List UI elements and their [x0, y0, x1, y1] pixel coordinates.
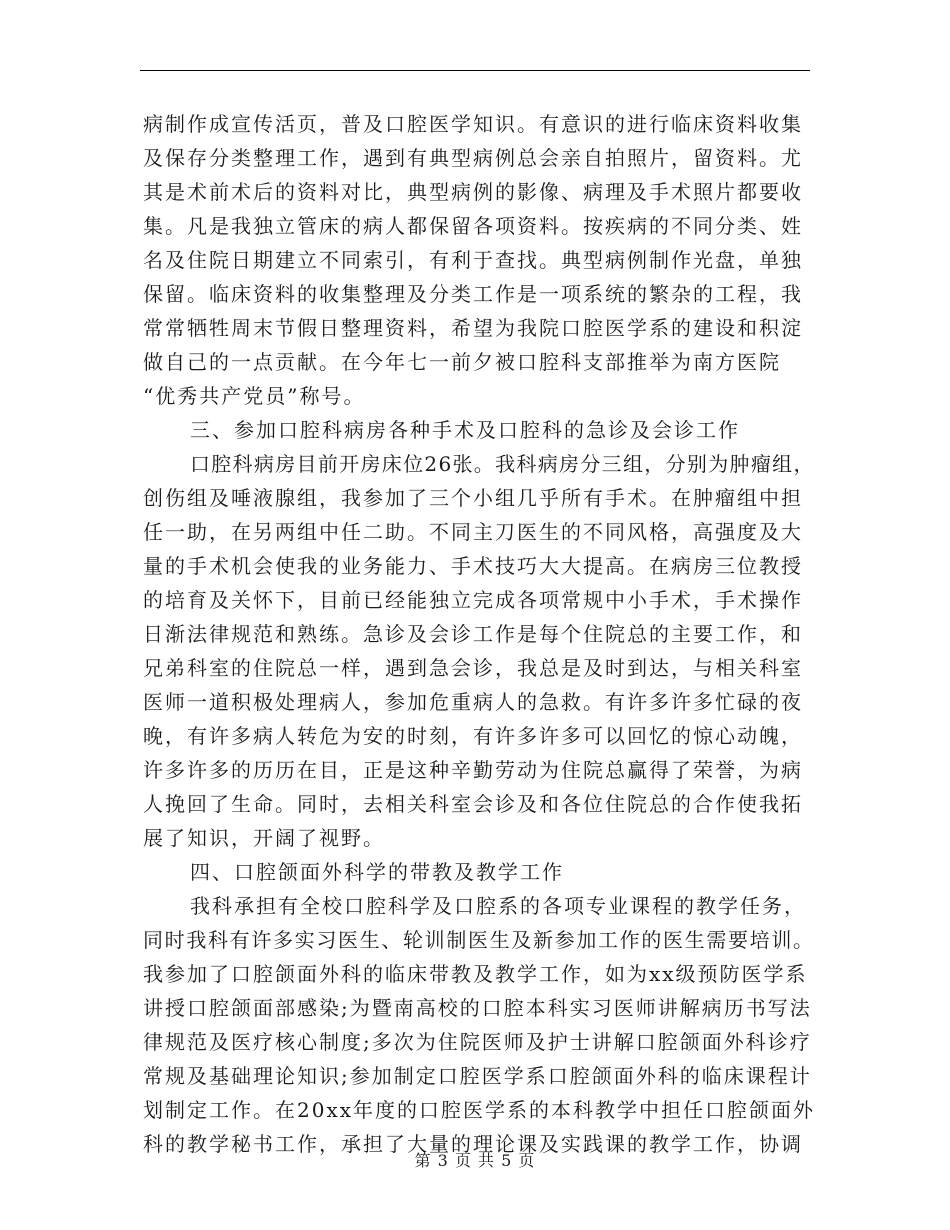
text-line: 兄弟科室的住院总一样，遇到急会诊，我总是及时到达，与相关科室 [143, 656, 803, 680]
text-line: 科的教学秘书工作，承担了大量的理论课及实践课的教学工作，协调 [143, 1132, 803, 1156]
text-line: 我科承担有全校口腔科学及口腔系的各项专业课程的教学任务， [190, 894, 806, 918]
text-line: 病制作成宣传活页，普及口腔医学知识。有意识的进行临床资料收集 [143, 112, 803, 136]
section-heading: 四、口腔颌面外科学的带教及教学工作 [190, 860, 564, 884]
text-line: 律规范及医疗核心制度;多次为住院医师及护士讲解口腔颌面外科诊疗 [143, 1030, 812, 1054]
text-line: 常规及基础理论知识;参加制定口腔医学系口腔颌面外科的临床课程计 [143, 1064, 812, 1088]
text-line: 名及住院日期建立不同索引，有利于查找。典型病例制作光盘，单独 [143, 248, 803, 272]
text-line: 的培育及关怀下，目前已经能独立完成各项常规中小手术，手术操作 [143, 588, 803, 612]
text-line: 及保存分类整理工作，遇到有典型病例总会亲自拍照片，留资料。尤 [143, 146, 803, 170]
page-number: 第 3 页 共 5 页 [414, 1151, 536, 1170]
text-line: 量的手术机会使我的业务能力、手术技巧大大提高。在病房三位教授 [143, 554, 803, 578]
text-line: 医师一道积极处理病人，参加危重病人的急救。有许多许多忙碌的夜 [143, 690, 803, 714]
text-line: 口腔科病房目前开房床位26张。我科病房分三组，分别为肿瘤组， [190, 452, 815, 476]
text-line: 划制定工作。在20xx年度的口腔医学系的本科教学中担任口腔颌面外 [143, 1098, 816, 1122]
text-line: 常常牺牲周末节假日整理资料，希望为我院口腔医学系的建设和积淀 [143, 316, 803, 340]
text-line: 同时我科有许多实习医生、轮训制医生及新参加工作的医生需要培训。 [143, 928, 815, 952]
text-line: 人挽回了生命。同时，去相关科室会诊及和各位住院总的合作使我拓 [143, 792, 803, 816]
text-line: 集。凡是我独立管床的病人都保留各项资料。按疾病的不同分类、姓 [143, 214, 803, 238]
text-line: 我参加了口腔颌面外科的临床带教及教学工作，如为xx级预防医学系 [143, 962, 808, 986]
text-line: 创伤组及唾液腺组，我参加了三个小组几乎所有手术。在肿瘤组中担 [143, 486, 803, 510]
text-line: 日渐法律规范和熟练。急诊及会诊工作是每个住院总的主要工作，和 [143, 622, 803, 646]
text-line: “优秀共产党员”称号。 [143, 384, 366, 408]
text-line: 其是术前术后的资料对比，典型病例的影像、病理及手术照片都要收 [143, 180, 803, 204]
text-line: 做自己的一点贡献。在今年七一前夕被口腔科支部推举为南方医院 [143, 350, 781, 374]
text-line: 讲授口腔颌面部感染;为暨南高校的口腔本科实习医师讲解病历书写法 [143, 996, 812, 1020]
text-line: 晚，有许多病人转危为安的时刻，有许多许多可以回忆的惊心动魄， [143, 724, 803, 748]
text-line: 展了知识，开阔了视野。 [143, 826, 385, 850]
text-line: 保留。临床资料的收集整理及分类工作是一项系统的繁杂的工程，我 [143, 282, 803, 306]
section-heading: 三、参加口腔科病房各种手术及口腔科的急诊及会诊工作 [190, 418, 740, 442]
header-rule [140, 70, 810, 71]
text-line: 许多许多的历历在目，正是这种辛勤劳动为住院总赢得了荣誉，为病 [143, 758, 803, 782]
text-line: 任一助，在另两组中任二助。不同主刀医生的不同风格，高强度及大 [143, 520, 803, 544]
